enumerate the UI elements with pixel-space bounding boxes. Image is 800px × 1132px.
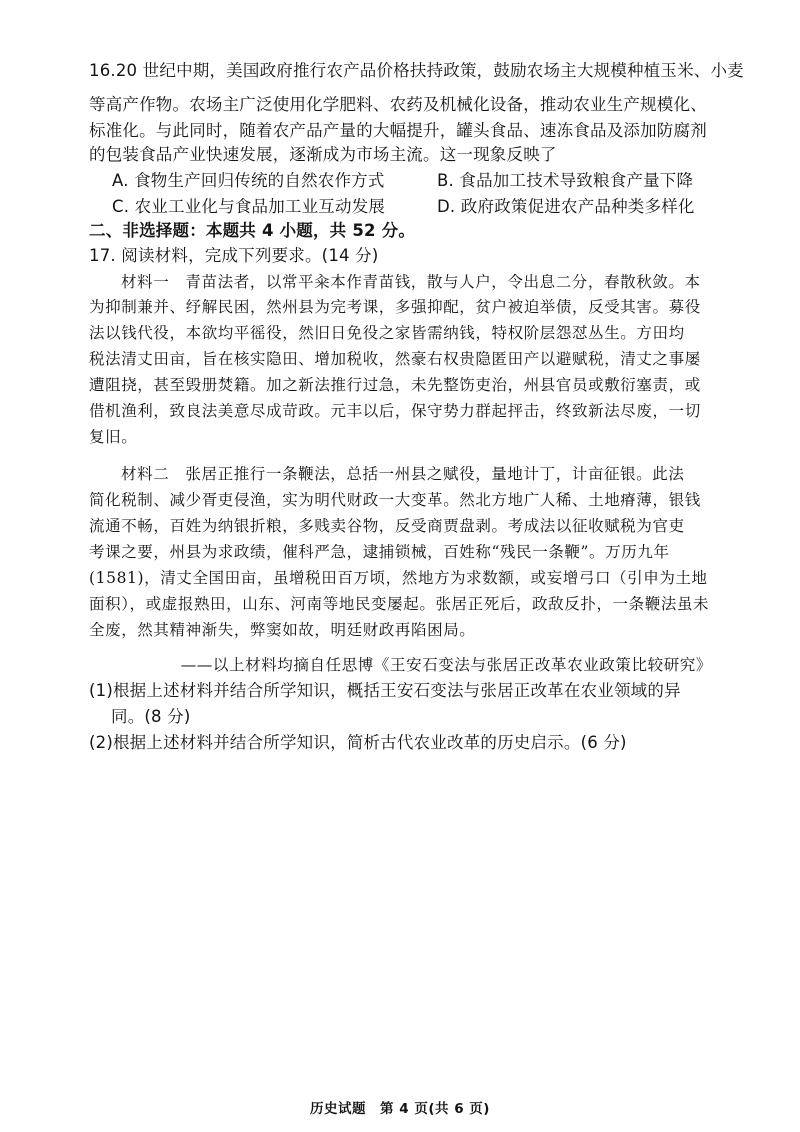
material-2-line-3: 流通不畅，百姓为纳银折粮，多贱卖谷物，反受商贾盘剥。考成法以征收赋税为官吏 <box>89 517 685 535</box>
material-source: ——以上材料均摘自任思博《王安石变法与张居正改革农业政策比较研究》 <box>180 656 712 674</box>
q16-option-a: A. 食物生产回归传统的自然农作方式 <box>112 171 385 190</box>
q17-question-2: (2)根据上述材料并结合所学知识，简析古代农业改革的历史启示。(6 分) <box>89 733 627 752</box>
section-2-heading: 二、非选择题：本题共 4 小题，共 52 分。 <box>89 221 416 240</box>
material-2-line-7: 全废，然其精神渐失，弊窦如故，明廷财政再陷困局。 <box>89 621 476 639</box>
q17-question-1-line-1: (1)根据上述材料并结合所学知识，概括王安石变法与张居正改革在农业领域的异 <box>89 681 681 700</box>
q17-question-1-line-2: 同。(8 分) <box>111 707 191 726</box>
q16-option-d: D. 政府政策促进农产品种类多样化 <box>437 197 695 216</box>
q16-line-4: 的包装食品产业快速发展，逐渐成为市场主流。这一现象反映了 <box>89 145 557 164</box>
q16-line-2: 等高产作物。农场主广泛使用化学肥料、农药及机械化设备，推动农业生产规模化、 <box>89 95 707 114</box>
material-1-line-4: 税法清丈田亩，旨在核实隐田、增加税收，然豪右权贵隐匿田产以避赋税，清丈之事屡 <box>89 350 701 368</box>
q17-intro: 17. 阅读材料，完成下列要求。(14 分) <box>89 246 379 265</box>
material-2-line-5: (1581)，清丈全国田亩，虽增税田百万顷，然地方为求数额，或妄增弓口（引申为土地 <box>89 569 708 587</box>
material-1-line-3: 法以钱代役，本欲均平徭役，然旧日免役之家皆需纳钱，特权阶层怨怼丛生。方田均 <box>89 324 685 342</box>
q16-option-c: C. 农业工业化与食品加工业互动发展 <box>112 197 386 216</box>
material-2-line-1: 材料二 张居正推行一条鞭法，总括一州县之赋役，量地计丁，计亩征银。此法 <box>121 465 685 483</box>
material-1-line-6: 借机渔利，致良法美意尽成苛政。元丰以后，保守势力群起抨击，终致新法尽废，一切 <box>89 402 701 420</box>
q16-line-3: 标准化。与此同时，随着农产品产量的大幅提升，罐头食品、速冻食品及添加防腐剂 <box>89 121 707 140</box>
material-1-line-7: 复旧。 <box>89 428 138 446</box>
material-1-line-5: 遭阻挠，甚至毁册焚籍。加之新法推行过急，未先整饬吏治，州县官员或敷衍塞责，或 <box>89 376 701 394</box>
material-2-line-6: 面积），或虚报熟田，山东、河南等地民变屡起。张居正死后，政敌反扑，一条鞭法虽未 <box>89 595 710 613</box>
material-1-line-2: 为抑制兼并、纾解民困，然州县为完考课，多强抑配，贫户被迫举债，反受其害。募役 <box>89 298 701 316</box>
material-1-line-1: 材料一 青苗法者，以常平籴本作青苗钱，散与人户，令出息二分，春散秋敛。本 <box>121 273 701 291</box>
q16-line-1: 16.20 世纪中期，美国政府推行农产品价格扶持政策，鼓励农场主大规模种植玉米、小麦 <box>89 61 744 80</box>
material-2-line-2: 简化税制、减少胥吏侵渔，实为明代财政一大变革。然北方地广人稀、土地瘠薄，银钱 <box>89 491 701 509</box>
q16-option-b: B. 食品加工技术导致粮食产量下降 <box>437 171 694 190</box>
material-2-line-4: 考课之要，州县为求政绩，催科严急，逮捕锁械，百姓称“残民一条鞭”。万历九年 <box>89 543 670 561</box>
page-footer: 历史试题 第 4 页(共 6 页) <box>310 1101 490 1117</box>
